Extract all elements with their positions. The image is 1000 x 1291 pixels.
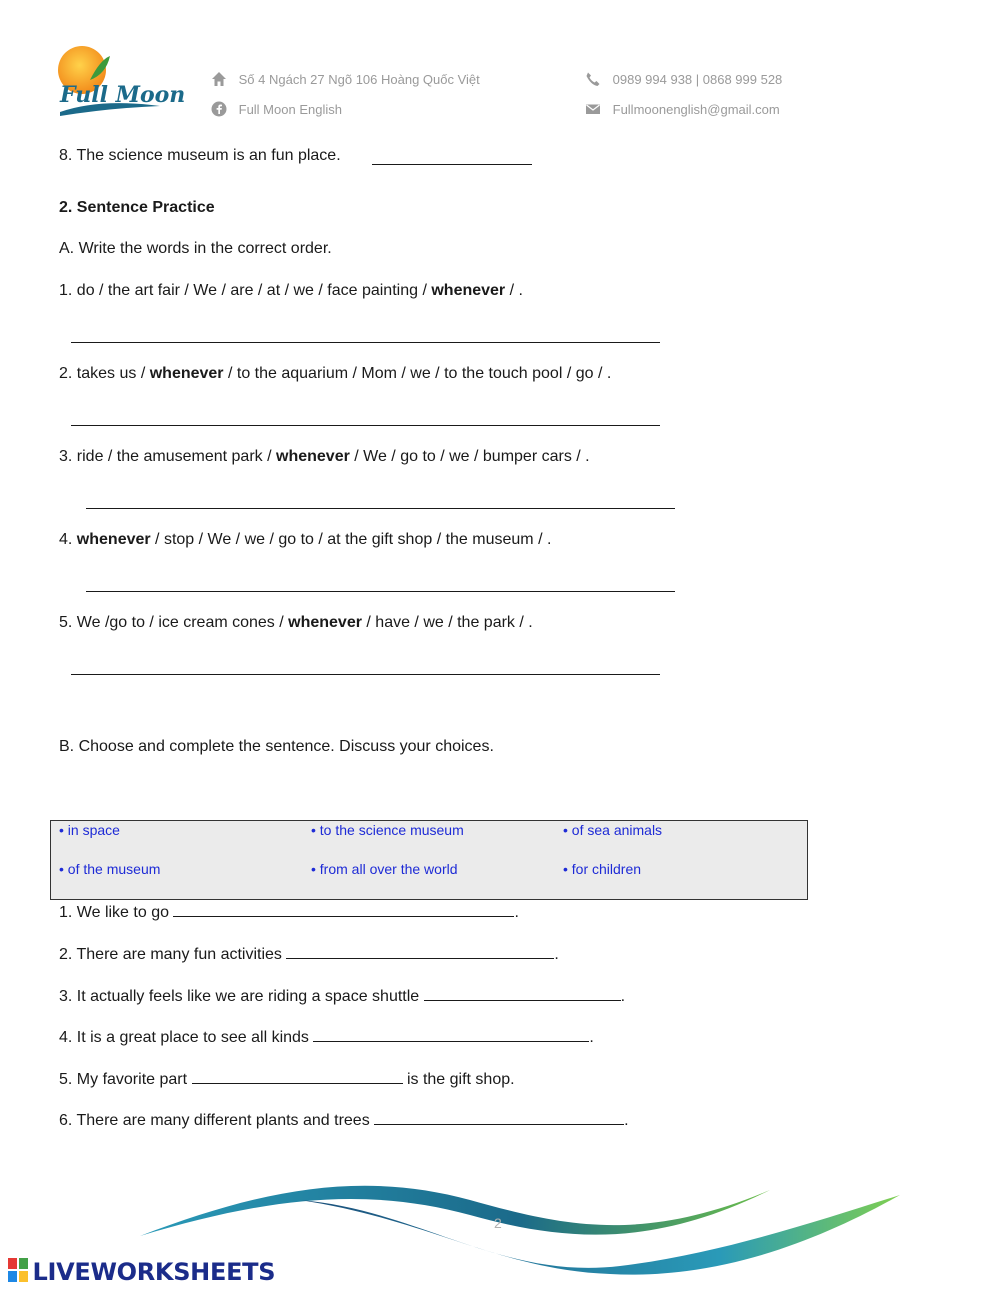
word-option[interactable]: • from all over the world [311,861,458,877]
item-text: is the gift shop. [402,1071,515,1088]
word-option[interactable]: • to the science museum [311,822,464,838]
keyword: whenever [288,614,362,631]
item-text: . [589,1029,594,1046]
word-option[interactable]: • of sea animals [563,822,663,838]
item-text: 4. [59,531,77,548]
facebook-row [211,101,342,117]
scramble-item [59,365,611,383]
phone-text: 0989 994 938 | 0868 999 528 [612,72,783,87]
item-text: 2. There are many fun activities [59,946,287,963]
item-text: 4. It is a great place to see all kinds [59,1029,314,1046]
answer-blank[interactable] [313,1026,589,1042]
liveworksheets-logo[interactable] [8,1258,275,1286]
item-text: . [624,1112,629,1129]
scramble-item [59,531,551,549]
answer-line[interactable] [71,673,660,675]
answer-blank[interactable] [424,985,621,1001]
item-text: 5. We /go to / ice cream cones / [59,614,289,631]
facebook-icon [211,101,227,117]
complete-item [59,1068,515,1089]
phone-icon [585,71,601,87]
phone-row [585,71,782,87]
prev-item-8 [59,147,341,165]
keyword: whenever [149,365,224,382]
complete-item [59,943,559,964]
section-title-text: 2. Sentence Practice [59,199,215,216]
item-text: / We / go to / we / bumper cars / . [349,448,590,465]
keyword: whenever [431,282,506,299]
answer-line[interactable] [372,163,532,165]
word-option[interactable]: • of the museum [59,861,161,877]
address-row [211,71,480,87]
facebook-text[interactable]: Full Moon English [238,102,342,117]
complete-item [59,1026,594,1047]
scramble-item [59,448,590,466]
part-b-instruction-text: B. Choose and complete the sentence. Discuss your choices. [59,738,494,755]
part-a-instruction [59,240,332,258]
item-text: / stop / We / we / go to / at the gift shop / the museum / . [150,531,552,548]
answer-blank[interactable] [374,1109,624,1125]
scramble-item [59,614,533,632]
item-text: 1. We like to go [59,904,174,921]
scramble-item [59,282,523,300]
item-text: . [620,988,626,1005]
item-text: 3. ride / the amusement park / [59,448,276,465]
item-text: 3. It actually feels like we are riding a space shuttle [59,988,424,1005]
mail-icon [585,101,601,117]
item-text: . [514,904,519,921]
keyword: whenever [76,531,151,548]
item-text: 1. do / the art fair / We / are / at / we / face painting / [59,282,432,299]
email-text[interactable]: Fullmoonenglish@gmail.com [612,102,780,117]
liveworksheets-badge-icon [8,1258,28,1282]
answer-line[interactable] [86,590,675,592]
home-icon [211,71,227,87]
item-text: / . [505,282,523,299]
item-text: / have / we / the park / . [361,614,533,631]
answer-line[interactable] [71,424,660,426]
item-text: . [554,946,559,963]
keyword: whenever [276,448,350,465]
page-number: 2 [494,1215,502,1231]
part-a-instruction-text: A. Write the words in the correct order. [59,240,332,257]
complete-item [59,985,625,1006]
address-text: Số 4 Ngách 27 Ngõ 106 Hoàng Quốc Việt [238,72,480,87]
section-title [59,199,215,217]
answer-line[interactable] [71,341,660,343]
email-row [585,101,780,117]
prev-item-text: 8. The science museum is an fun place. [59,147,341,164]
word-option[interactable]: • for children [563,861,642,877]
logo-text: Full Moon [60,82,186,108]
answer-line[interactable] [86,507,675,509]
item-text: 6. There are many different plants and trees [59,1112,375,1129]
answer-blank[interactable] [173,901,514,917]
complete-item [59,901,519,922]
item-text: 2. takes us / [59,365,150,382]
word-option[interactable]: • in space [59,822,120,838]
item-text: / to the aquarium / Mom / we / to the touch pool / go / . [223,365,612,382]
answer-blank[interactable] [286,943,554,959]
answer-blank[interactable] [192,1068,403,1084]
part-b-instruction [59,738,494,756]
item-text: 5. My favorite part [59,1071,192,1088]
liveworksheets-text: LIVEWORKSHEETS [32,1258,276,1286]
complete-item [59,1109,629,1130]
